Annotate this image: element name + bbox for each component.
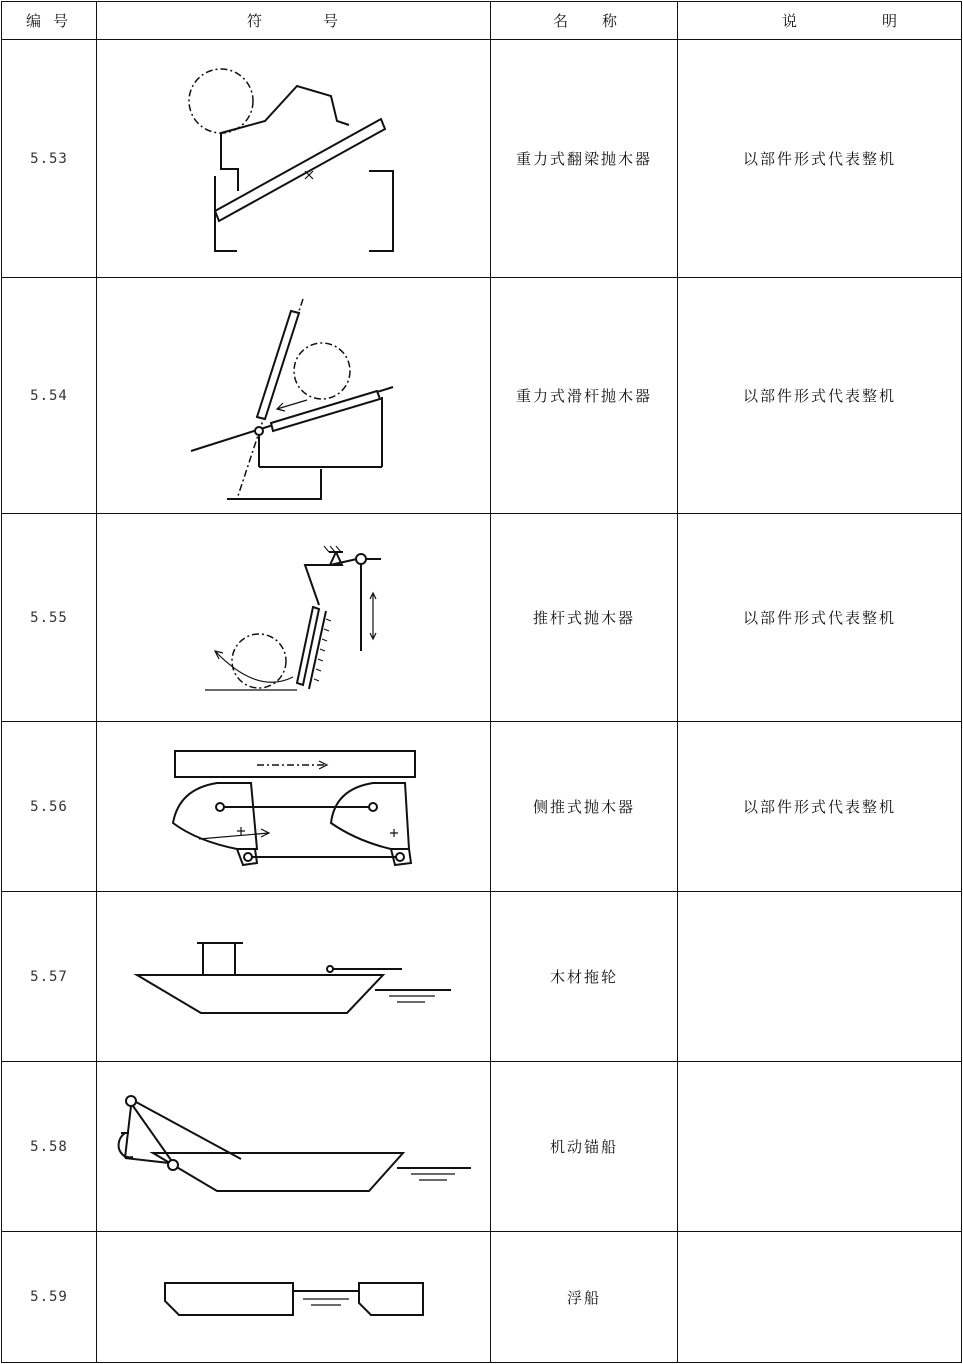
table-row bbox=[2, 514, 962, 722]
table-row bbox=[2, 892, 962, 1062]
symbol-cell bbox=[97, 892, 491, 1062]
table-row bbox=[2, 722, 962, 892]
row-name: 木材拖轮 bbox=[491, 892, 678, 1062]
header-note bbox=[678, 2, 962, 40]
row-number: 5.55 bbox=[2, 514, 97, 722]
row-number: 5.59 bbox=[2, 1232, 97, 1363]
symbol-table bbox=[1, 1, 962, 1363]
table-row bbox=[2, 1232, 962, 1363]
table-row bbox=[2, 40, 962, 278]
pontoon-symbol bbox=[97, 1233, 489, 1362]
row-note: 以部件形式代表整机 bbox=[678, 40, 962, 278]
row-note: 以部件形式代表整机 bbox=[678, 514, 962, 722]
row-name: 重力式滑杆抛木器 bbox=[491, 278, 678, 514]
row-note: 以部件形式代表整机 bbox=[678, 278, 962, 514]
header-number bbox=[2, 2, 97, 40]
table-row bbox=[2, 1062, 962, 1232]
header-note-char-2: 明 bbox=[881, 12, 899, 30]
row-name: 推杆式抛木器 bbox=[491, 514, 678, 722]
symbol-cell bbox=[97, 40, 491, 278]
header-name-char-2: 称 bbox=[601, 12, 619, 30]
row-note bbox=[678, 1062, 962, 1232]
row-number: 5.57 bbox=[2, 892, 97, 1062]
motorized-anchor-boat-symbol bbox=[97, 1063, 489, 1231]
row-number: 5.54 bbox=[2, 278, 97, 514]
row-name: 浮船 bbox=[491, 1232, 678, 1363]
symbol-cell bbox=[97, 722, 491, 892]
header-symbol bbox=[97, 2, 491, 40]
push-rod-log-ejector-symbol bbox=[97, 515, 489, 721]
header-number-char-2: 号 bbox=[52, 12, 70, 30]
row-number: 5.53 bbox=[2, 40, 97, 278]
header-name-char-1: 名 bbox=[553, 12, 571, 30]
row-note bbox=[678, 892, 962, 1062]
row-name: 侧推式抛木器 bbox=[491, 722, 678, 892]
row-note bbox=[678, 1232, 962, 1363]
header-symbol-char-2: 号 bbox=[322, 12, 340, 30]
row-name: 机动锚船 bbox=[491, 1062, 678, 1232]
side-push-log-ejector-symbol bbox=[97, 723, 489, 891]
row-number: 5.58 bbox=[2, 1062, 97, 1232]
symbol-cell bbox=[97, 1062, 491, 1232]
timber-tugboat-symbol bbox=[97, 893, 489, 1061]
row-name: 重力式翻梁抛木器 bbox=[491, 40, 678, 278]
row-note: 以部件形式代表整机 bbox=[678, 722, 962, 892]
gravity-tilting-beam-log-ejector-symbol bbox=[97, 41, 489, 277]
header-symbol-char-1: 符 bbox=[247, 12, 265, 30]
gravity-slide-bar-log-ejector-symbol bbox=[97, 279, 489, 513]
header-note-char-1: 说 bbox=[782, 12, 800, 30]
header-name bbox=[491, 2, 678, 40]
table-row bbox=[2, 278, 962, 514]
symbol-cell bbox=[97, 278, 491, 514]
row-number: 5.56 bbox=[2, 722, 97, 892]
header-number-char-1: 编 bbox=[26, 12, 44, 30]
symbol-cell bbox=[97, 1232, 491, 1363]
symbol-cell bbox=[97, 514, 491, 722]
table-header-row bbox=[2, 2, 962, 40]
